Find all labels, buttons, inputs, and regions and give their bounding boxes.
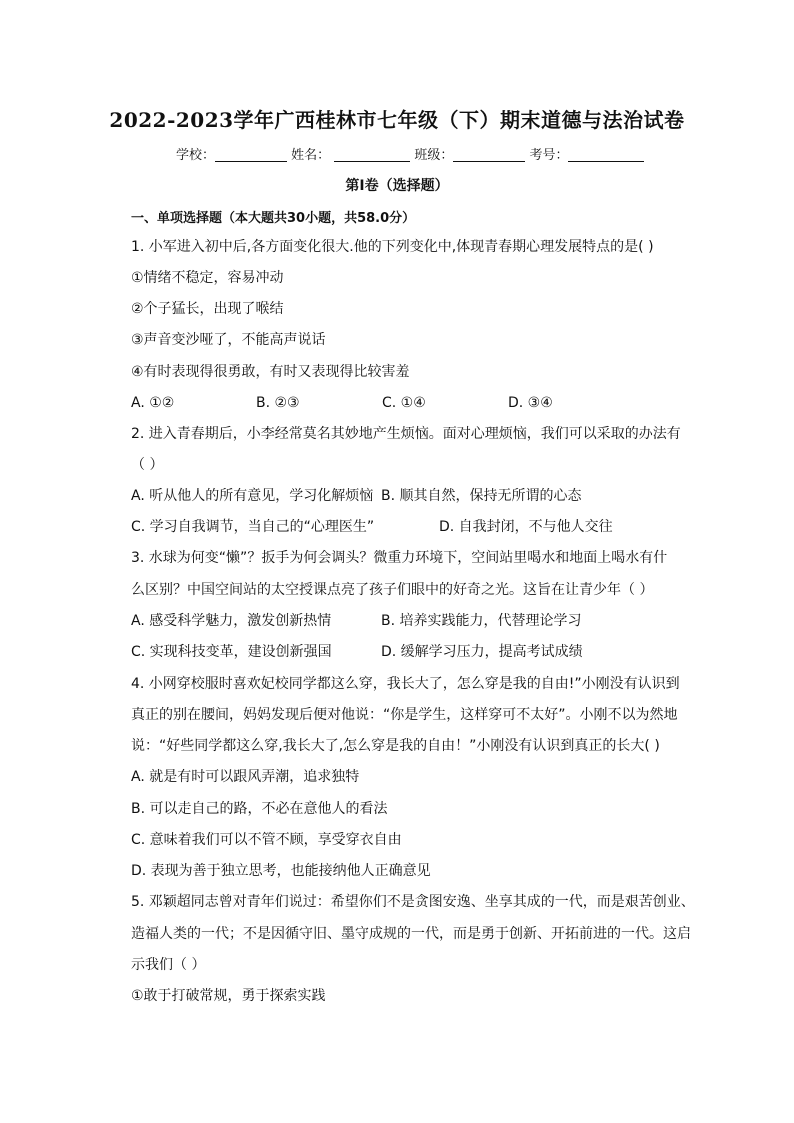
q1-item: ④有时表现得很勇敢，有时又表现得比较害羞 <box>131 364 410 380</box>
q5-stem: 5. 邓颖超同志曾对青年们说过：希望你们不是贪图安逸、坐享其成的一代，而是艰苦创业、 <box>131 894 695 910</box>
q1-option-b[interactable]: B. ②③ <box>256 395 300 411</box>
class-blank[interactable] <box>453 147 525 162</box>
q5-item: ①敢于打破常规，勇于探索实践 <box>131 988 326 1004</box>
section-title: 第Ⅰ卷（选择题） <box>345 178 449 194</box>
q3-stem: 3. 水球为何变“懒”？扳手为何会调头？微重力环境下，空间站里喝水和地面上喝水有什 <box>131 550 668 566</box>
q2-option-d[interactable]: D. 自我封闭，不与他人交往 <box>439 519 613 535</box>
q4-stem-cont: 真正的别在腰间，妈妈发现后便对他说：“你是学生，这样穿可不太好”。小刚不以为然地 <box>131 707 678 723</box>
q4-option-a[interactable]: A. 就是有时可以跟风弄潮，追求独特 <box>131 769 360 785</box>
q1-item: ②个子猛长，出现了喉结 <box>131 301 284 317</box>
page-title: 2022-2023学年广西桂林市七年级（下）期末道德与法治试卷 <box>109 108 685 132</box>
name-label: 姓名： <box>291 148 331 163</box>
q5-stem-cont: 造福人类的一代；不是因循守旧、墨守成规的一代，而是勇于创新、开拓前进的一代。这启 <box>131 926 691 942</box>
q1-stem: 1. 小军进入初中后,各方面变化很大.他的下列变化中,体现青春期心理发展特点的是( ) <box>131 239 654 255</box>
q2-stem: 2. 进入青春期后，小李经常莫名其妙地产生烦恼。面对心理烦恼，我们可以采取的办法有 <box>131 426 681 442</box>
q5-stem-cont: 示我们（ ） <box>131 957 206 973</box>
class-label: 班级： <box>414 148 454 163</box>
q1-item: ③声音变沙哑了，不能高声说话 <box>131 332 326 348</box>
q3-option-d[interactable]: D. 缓解学习压力，提高考试成绩 <box>381 644 583 660</box>
school-label: 学校： <box>176 148 216 163</box>
q1-option-d[interactable]: D. ③④ <box>508 395 553 411</box>
q4-option-d[interactable]: D. 表现为善于独立思考，也能接纳他人正确意见 <box>131 863 431 879</box>
q1-option-c[interactable]: C. ①④ <box>382 395 426 411</box>
name-blank[interactable] <box>334 147 410 162</box>
q2-option-b[interactable]: B. 顺其自然，保持无所谓的心态 <box>381 488 582 504</box>
q3-option-b[interactable]: B. 培养实践能力，代替理论学习 <box>381 613 582 629</box>
q4-option-b[interactable]: B. 可以走自己的路，不必在意他人的看法 <box>131 801 388 817</box>
q3-option-a[interactable]: A. 感受科学魅力，激发创新热情 <box>131 613 332 629</box>
student-info-line <box>176 144 644 163</box>
part-title: 一、单项选择题（本大题共30小题，共58.0分） <box>131 211 416 226</box>
q2-stem-cont: （ ） <box>131 457 164 473</box>
q3-stem-cont: 么区别？中国空间站的太空授课点亮了孩子们眼中的好奇之光。这旨在让青少年（ ） <box>131 582 654 598</box>
school-blank[interactable] <box>215 147 287 162</box>
q1-option-a[interactable]: A. ①② <box>131 395 175 411</box>
exam-no-blank[interactable] <box>568 147 644 162</box>
q1-item: ①情绪不稳定，容易冲动 <box>131 270 284 286</box>
exam-no-label: 考号： <box>529 148 569 163</box>
q4-stem: 4. 小网穿校服时喜欢妃校同学都这么穿，我长大了，怎么穿是我的自由!”小刚没有认识到 <box>131 676 680 692</box>
q2-option-a[interactable]: A. 听从他人的所有意见，学习化解烦恼 <box>131 488 374 504</box>
q3-option-c[interactable]: C. 实现科技变革，建设创新强国 <box>131 644 332 660</box>
q4-option-c[interactable]: C. 意味着我们可以不管不顾，享受穿衣自由 <box>131 832 402 848</box>
q4-stem-cont: 说：“好些同学都这么穿,我长大了,怎么穿是我的自由！”小刚没有认识到真正的长大( ) <box>131 738 660 754</box>
q2-option-c[interactable]: C. 学习自我调节，当自己的“心理医生” <box>131 519 375 535</box>
